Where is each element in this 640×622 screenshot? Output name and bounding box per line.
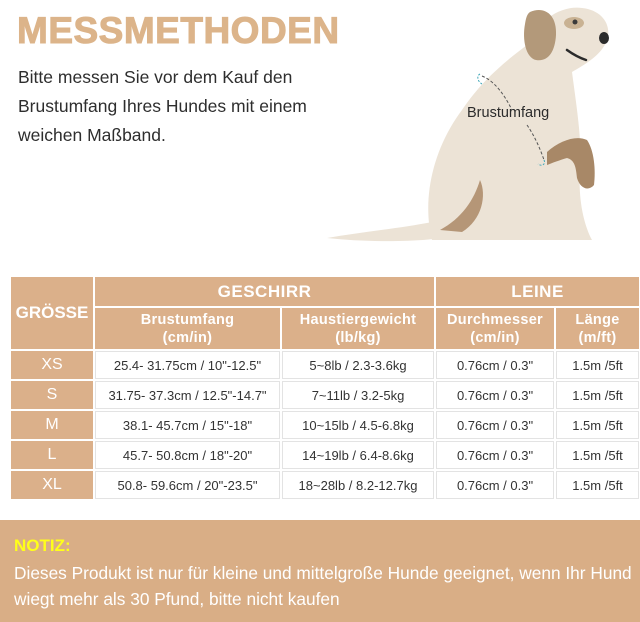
column-header-label: Brustumfang bbox=[140, 311, 235, 328]
size-cell: XS bbox=[11, 351, 93, 379]
chest-cell: 38.1- 45.7cm / 15"-18" bbox=[95, 411, 280, 439]
weight-cell: 5~8lb / 2.3-3.6kg bbox=[282, 351, 434, 379]
note-text: Dieses Produkt ist nur für kleine und mittelgroße Hunde geeignet, wenn Ihr Hund wiegt mehr als 30 Pfund, bitte nicht kaufen bbox=[14, 563, 632, 609]
group-header-harness: GESCHIRR bbox=[95, 277, 434, 306]
table-row bbox=[11, 471, 639, 499]
chest-cell: 45.7- 50.8cm / 18"-20" bbox=[95, 441, 280, 469]
weight-cell: 18~28lb / 8.2-12.7kg bbox=[282, 471, 434, 499]
weight-cell: 14~19lb / 6.4-8.6kg bbox=[282, 441, 434, 469]
column-header-length bbox=[556, 308, 639, 349]
intro-line: Brustumfang Ihres Hundes mit einem bbox=[18, 96, 307, 116]
length-cell: 1.5m /5ft bbox=[556, 381, 639, 409]
group-header-leash: LEINE bbox=[436, 277, 639, 306]
size-cell: M bbox=[11, 411, 93, 439]
diameter-cell: 0.76cm / 0.3" bbox=[436, 471, 554, 499]
size-cell: L bbox=[11, 441, 93, 469]
column-header-label: Länge bbox=[575, 311, 620, 328]
length-cell: 1.5m /5ft bbox=[556, 441, 639, 469]
size-chart-table bbox=[9, 275, 640, 501]
table-row bbox=[11, 381, 639, 409]
table-row bbox=[11, 441, 639, 469]
chest-measure-label: Brustumfang bbox=[467, 105, 550, 121]
length-cell: 1.5m /5ft bbox=[556, 471, 639, 499]
note-title: NOTIZ: bbox=[14, 536, 71, 555]
weight-cell: 7~11lb / 3.2-5kg bbox=[282, 381, 434, 409]
note-box bbox=[0, 520, 640, 622]
intro-line: Bitte messen Sie vor dem Kauf den bbox=[18, 67, 293, 87]
weight-cell: 10~15lb / 4.5-6.8kg bbox=[282, 411, 434, 439]
diameter-cell: 0.76cm / 0.3" bbox=[436, 411, 554, 439]
table-row bbox=[11, 411, 639, 439]
diameter-cell: 0.76cm / 0.3" bbox=[436, 441, 554, 469]
intro-paragraph bbox=[18, 63, 338, 150]
size-cell: S bbox=[11, 381, 93, 409]
column-header-unit: (lb/kg) bbox=[335, 329, 381, 346]
length-cell: 1.5m /5ft bbox=[556, 411, 639, 439]
chest-cell: 25.4- 31.75cm / 10"-12.5" bbox=[95, 351, 280, 379]
column-header-unit: (m/ft) bbox=[578, 329, 617, 346]
page-title: MESSMETHODEN bbox=[17, 10, 340, 51]
chest-cell: 31.75- 37.3cm / 12.5"-14.7" bbox=[95, 381, 280, 409]
column-header-chest bbox=[95, 308, 280, 349]
column-header-unit: (cm/in) bbox=[470, 329, 520, 346]
table-row bbox=[11, 351, 639, 379]
size-cell: XL bbox=[11, 471, 93, 499]
sitting-dog-icon bbox=[322, 0, 622, 250]
chest-cell: 50.8- 59.6cm / 20"-23.5" bbox=[95, 471, 280, 499]
column-header-label: Durchmesser bbox=[447, 311, 544, 328]
size-column-header: GRÖSSE bbox=[11, 277, 93, 349]
column-header-unit: (cm/in) bbox=[162, 329, 213, 346]
diameter-cell: 0.76cm / 0.3" bbox=[436, 381, 554, 409]
length-cell: 1.5m /5ft bbox=[556, 351, 639, 379]
column-header-label: Haustiergewicht bbox=[299, 311, 417, 328]
column-header-diameter bbox=[436, 308, 554, 349]
intro-line: weichen Maßband. bbox=[18, 125, 166, 145]
diameter-cell: 0.76cm / 0.3" bbox=[436, 351, 554, 379]
column-header-weight bbox=[282, 308, 434, 349]
